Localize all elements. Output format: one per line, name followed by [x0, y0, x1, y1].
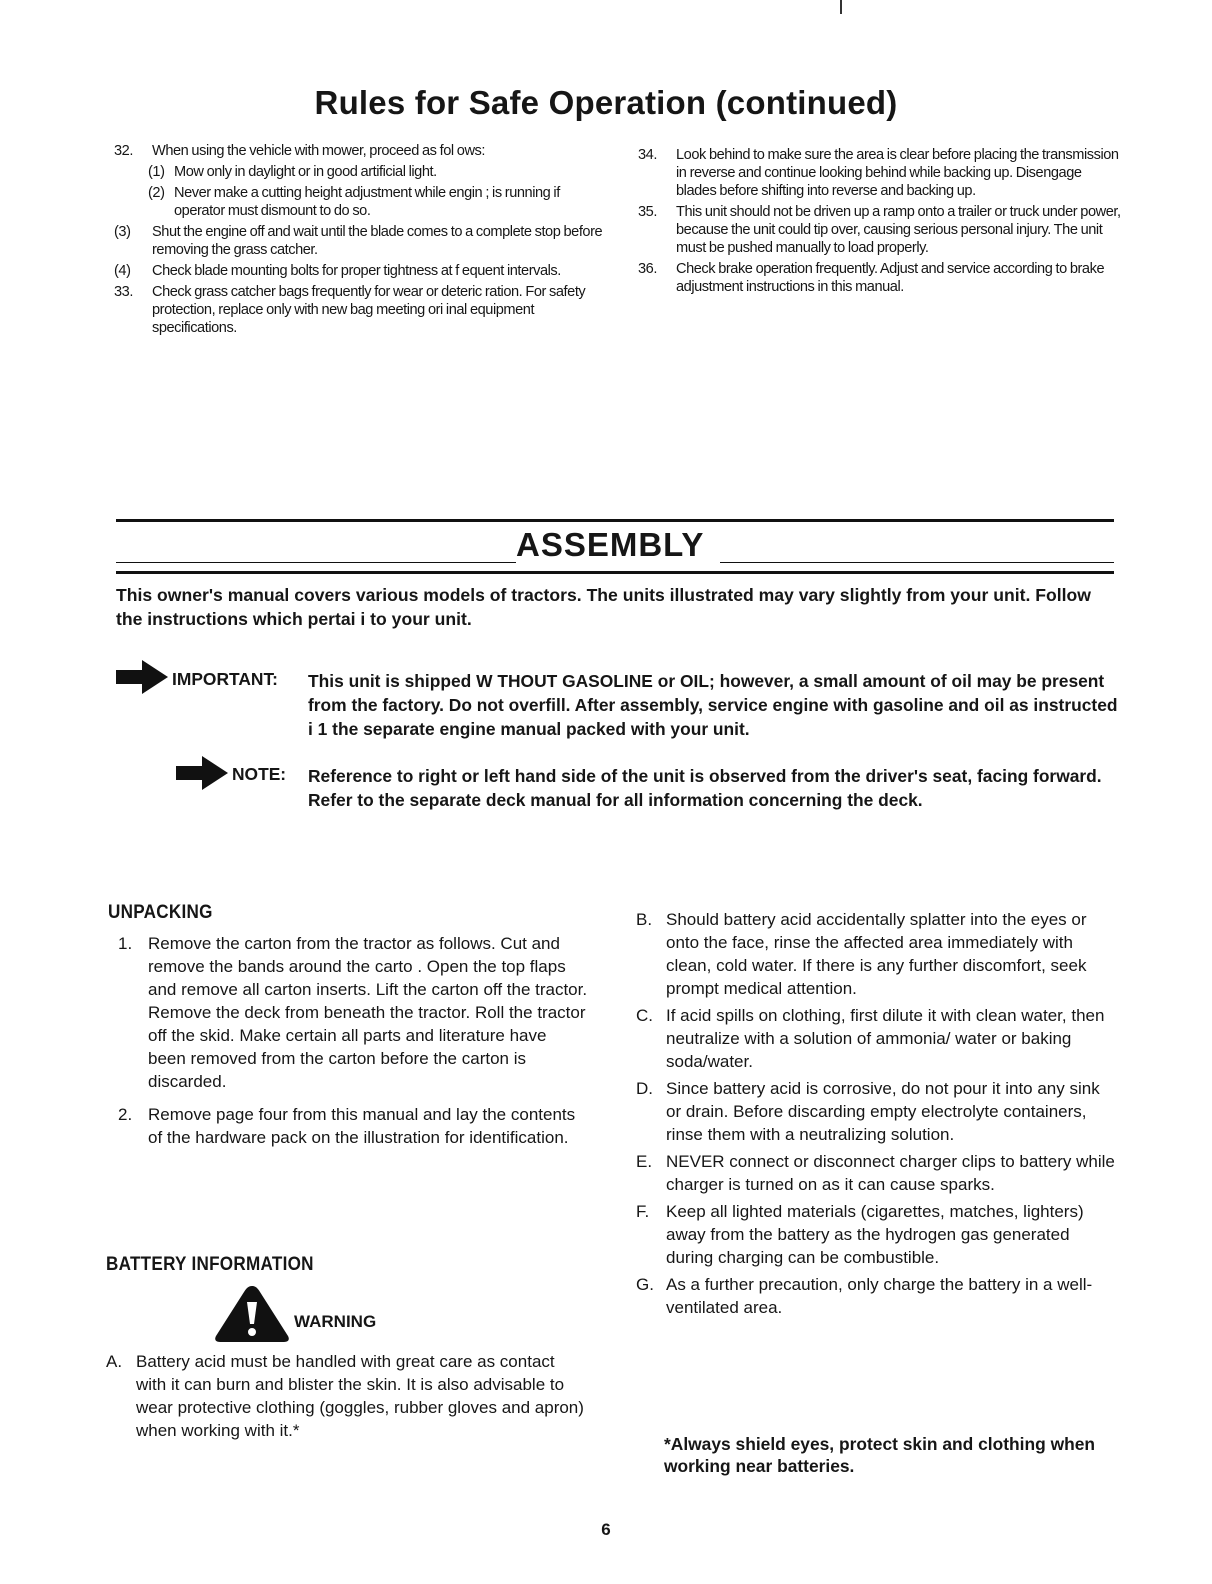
item-text: Battery acid must be handled with great care as contact with it can burn and blister the skin. It is also advisable to wear protective clothing (goggles, rubber gloves and apron) when working with it.*: [136, 1352, 584, 1440]
rule-number: (3): [114, 224, 131, 240]
item-text: If acid spills on clothing, first dilute it with clean water, then neutralize with a solution of ammonia/ water or baking soda/water.: [666, 1006, 1105, 1071]
unpacking-heading: UNPACKING: [108, 902, 213, 923]
list-item: [636, 1004, 1116, 1073]
right-arrow-icon: [116, 660, 168, 694]
rule-text: Check blade mounting bolts for proper tightness at f equent intervals.: [152, 263, 561, 279]
rule-number: 33.: [114, 284, 133, 300]
rule-number: 32.: [114, 143, 133, 159]
item-letter: E.: [636, 1152, 653, 1171]
page-number: 6: [601, 1520, 611, 1539]
item-letter: A.: [106, 1352, 123, 1371]
item-text: Remove the carton from the tractor as follows. Cut and remove the bands around the carto . Open the top flaps and remove all carton inserts. Lift the carton off the tractor. Remove the deck from beneath the tractor. Roll the tractor off the skid. Make certain all parts and literature have been removed from the carton before the carton is discarded.: [148, 934, 588, 1091]
rule-32-1: [114, 163, 604, 181]
rule-32-3: [114, 223, 604, 259]
rules-left-column: [114, 142, 604, 340]
item-letter: B.: [636, 910, 653, 929]
rule-text: Never make a cutting height adjustment while engin ; is running if operator must dismount to do so.: [174, 185, 560, 219]
item-letter: F.: [636, 1202, 650, 1221]
rule-text: When using the vehicle with mower, proceed as fol ows:: [152, 143, 485, 159]
important-label: IMPORTANT:: [172, 669, 278, 689]
unpacking-list: [118, 932, 588, 1153]
rule-text: Mow only in daylight or in good artificial light.: [174, 164, 437, 180]
rule-text: Check grass catcher bags frequently for wear or deteric ration. For safety protection, replace only with new bag meeting ori inal equipment specifications.: [152, 284, 586, 336]
warning-label: WARNING: [294, 1312, 377, 1331]
scan-mark: [840, 0, 842, 14]
battery-list-right: [636, 908, 1116, 1323]
rule-number: 35.: [638, 204, 657, 220]
item-text: As a further precaution, only charge the battery in a well-ventilated area.: [666, 1275, 1093, 1317]
note-text: Reference to right or left hand side of the unit is observed from the driver's seat, facing forward. Refer to the separate deck manual for all information concerning the deck.: [308, 766, 1102, 810]
rule-33: [114, 283, 604, 337]
list-item: [118, 1103, 588, 1149]
section-divider: [116, 571, 1114, 574]
item-letter: D.: [636, 1079, 653, 1098]
list-item: [636, 1150, 1116, 1196]
item-number: 1.: [118, 934, 133, 953]
rule-number: (2): [148, 185, 165, 201]
rule-32-4: [114, 262, 604, 280]
item-text: Remove page four from this manual and lay the contents of the hardware pack on the illustration for identification.: [148, 1105, 576, 1147]
list-item: [636, 1200, 1116, 1269]
warning-block: [214, 1278, 414, 1342]
rule-text: Check brake operation frequently. Adjust and service according to brake adjustment instructions in this manual.: [676, 261, 1105, 295]
list-item: [636, 1273, 1116, 1319]
rule-32: [114, 142, 604, 160]
rule-36: [638, 260, 1124, 296]
right-arrow-icon: [176, 756, 228, 790]
rule-text: This unit should not be driven up a ramp onto a trailer or truck under power, because the unit could tip over, causing serious personal injury. The unit must be pushed manually to load properly.: [676, 204, 1121, 256]
list-item: [106, 1350, 588, 1442]
page-title: Rules for Safe Operation (continued): [314, 84, 898, 121]
rule-34: [638, 146, 1124, 200]
rule-number: (4): [114, 263, 131, 279]
important-text: This unit is shipped W THOUT GASOLINE or OIL; however, a small amount of oil may be present from the factory. Do not overfill. After assembly, service engine with gasoline and oil as instructed i 1 the separate engine manual packed with your unit.: [308, 671, 1118, 739]
rule-35: [638, 203, 1124, 257]
note-label: NOTE:: [232, 764, 287, 784]
list-item: [636, 908, 1116, 1000]
item-number: 2.: [118, 1105, 133, 1124]
assembly-intro: This owner's manual covers various models of tractors. The units illustrated may vary slightly from your unit. Follow the instructions which pertai i to your unit.: [116, 585, 1091, 629]
warning-triangle-icon: [214, 1284, 290, 1342]
rule-text: Shut the engine off and wait until the blade comes to a complete stop before removing the grass catcher.: [152, 224, 603, 258]
rule-text: Look behind to make sure the area is clear before placing the transmission in reverse and continue looking behind while backing up. Disengage blades before shifting into reverse and backing up.: [676, 147, 1119, 199]
section-divider: [720, 562, 1114, 563]
item-text: Should battery acid accidentally splatter into the eyes or onto the face, rinse the affected area immediately with clean, cold water. If there is any further discomfort, seek prompt medical attention.: [666, 910, 1087, 998]
section-divider: [116, 562, 516, 563]
item-letter: C.: [636, 1006, 653, 1025]
rule-32-2: [114, 184, 604, 220]
rule-number: 34.: [638, 147, 657, 163]
rule-number: 36.: [638, 261, 657, 277]
item-letter: G.: [636, 1275, 654, 1294]
list-item: [118, 932, 588, 1093]
item-text: Since battery acid is corrosive, do not pour it into any sink or drain. Before discarding empty electrolyte containers, rinse them with a neutralizing solution.: [666, 1079, 1100, 1144]
list-item: [636, 1077, 1116, 1146]
item-text: Keep all lighted materials (cigarettes, matches, lighters) away from the battery as the hydrogen gas generated during charging can be combustible.: [666, 1202, 1084, 1267]
battery-heading: BATTERY INFORMATION: [106, 1254, 314, 1275]
battery-safety-note: *Always shield eyes, protect skin and clothing when working near batteries.: [664, 1434, 1096, 1476]
assembly-heading: ASSEMBLY: [516, 526, 705, 563]
item-text: NEVER connect or disconnect charger clips to battery while charger is turned on as it can cause sparks.: [666, 1152, 1115, 1194]
section-divider: [116, 519, 1114, 522]
rule-number: (1): [148, 164, 165, 180]
rules-right-column: [638, 146, 1124, 299]
battery-list-left: [106, 1350, 588, 1446]
